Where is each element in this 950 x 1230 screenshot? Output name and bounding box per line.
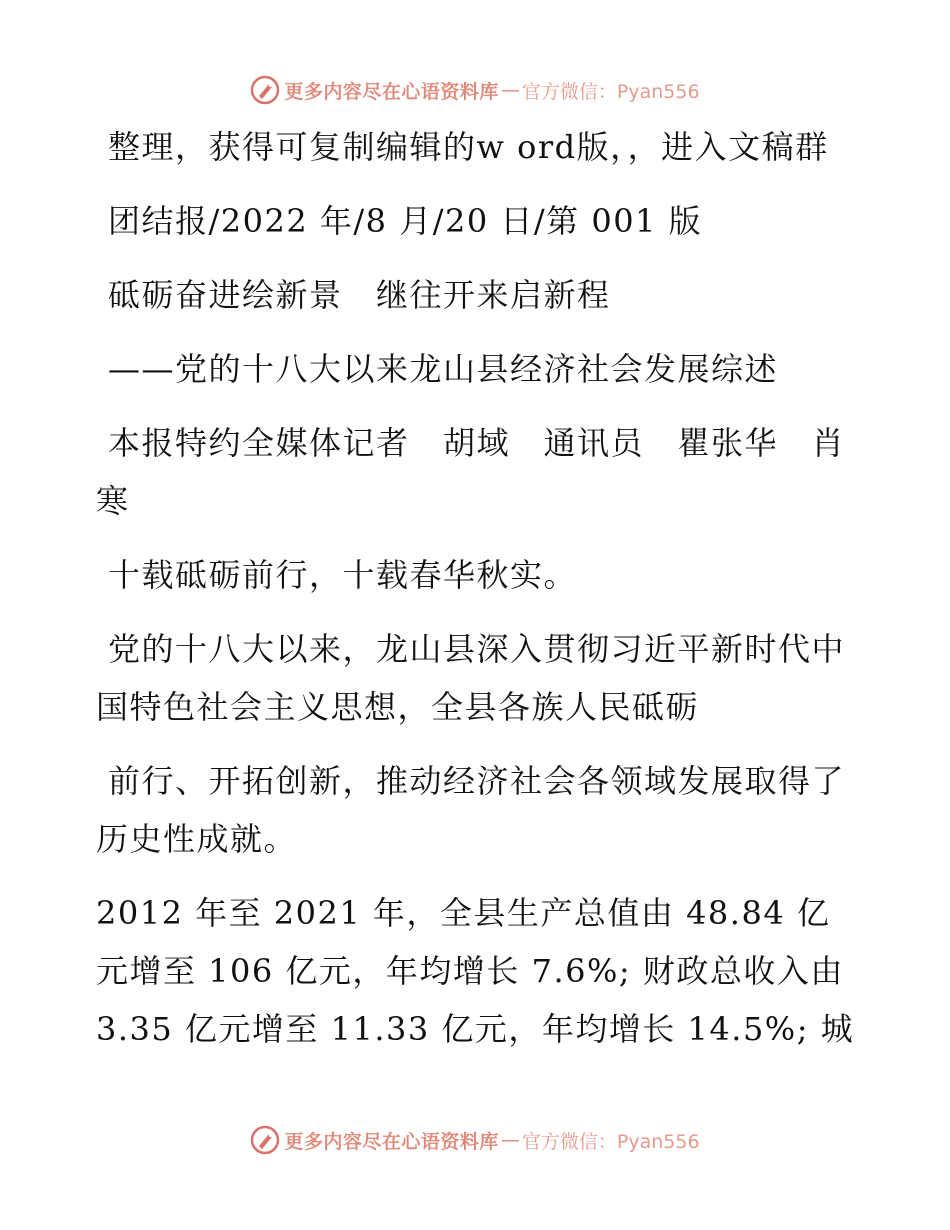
watermark-dash: — [500,79,520,101]
intro-line: 整理，获得可复制编辑的w ord版，，进入文稿群 [108,128,829,166]
watermark-brand: 更多内容尽在心语资料库 [284,80,499,103]
document-body [96,118,856,1058]
newspaper-source: 团结报/2022 年/8 月/20 日/第 001 版 [108,202,703,240]
lead-sentence: 十载砥砺前行，十载春华秋实。 [108,556,578,594]
watermark-brand: 更多内容尽在心语资料库 [284,1130,499,1153]
pen-nib-logo-icon [250,75,280,105]
watermark-wechat: 官方微信：Pyan556 [521,80,700,103]
body-paragraph-1: 党的十八大以来，龙山县深入贯彻习近平新时代中国特色社会主义思想，全县各族人民砥砺 [96,630,846,726]
footer-watermark [0,1120,950,1160]
watermark-wechat: 官方微信：Pyan556 [521,1130,700,1153]
article-subtitle: ——党的十八大以来龙山县经济社会发展综述 [108,350,779,388]
watermark-dash: — [500,1129,520,1151]
header-watermark [0,70,950,110]
byline: 本报特约全媒体记者 胡域 通讯员 瞿张华 肖寒 [96,424,846,520]
article-title: 砥砺奋进绘新景 继往开来启新程 [108,276,611,314]
body-paragraph-3: 2012 年至 2021 年，全县生产总值由 48.84 亿元增至 106 亿元，年均增长 7.6%; 财政总收入由 3.35 亿元增至 11.33 亿元，年均增长 14.5%; 城 [96,894,855,1048]
pen-nib-logo-icon [250,1125,280,1155]
body-paragraph-2: 前行、开拓创新，推动经济社会各领域发展取得了历史性成就。 [96,762,846,858]
